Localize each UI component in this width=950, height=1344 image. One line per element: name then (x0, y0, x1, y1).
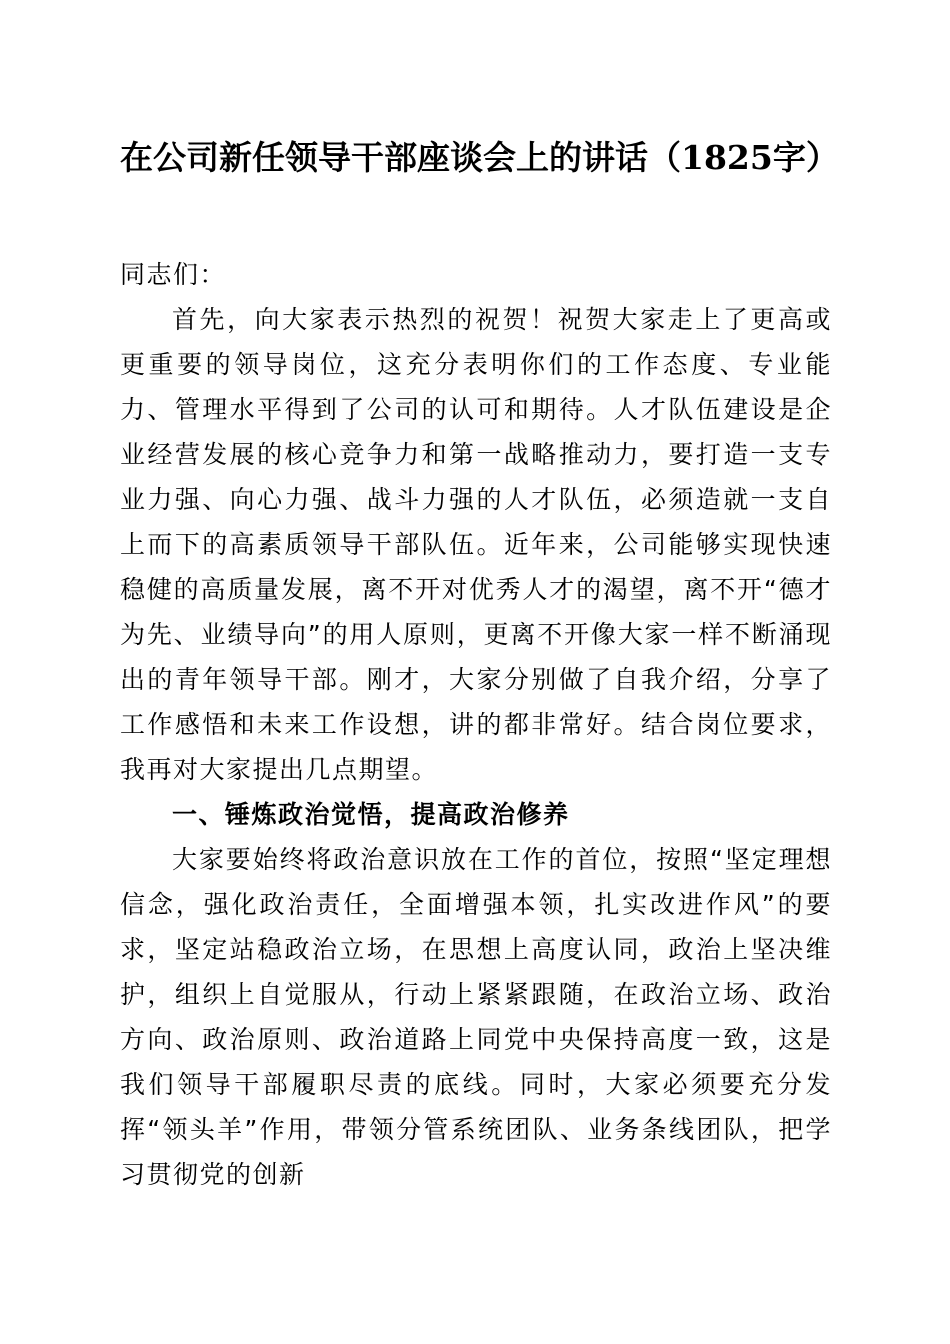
paragraph-section-1: 大家要始终将政治意识放在工作的首位，按照“坚定理想信念，强化政治责任，全面增强本领，扎实改进作风”的要求，坚定站稳政治立场，在思想上高度认同，政治上坚决维护，组织上自觉服从，行动上紧紧跟随，在政治立场、政治方向、政治原则、政治道路上同党中央保持高度一致，这是我们领导干部履职尽责的底线。同时，大家必须要充分发挥“领头羊”作用，带领分管系统团队、业务条线团队，把学习贯彻党的创新 (120, 845, 832, 1189)
document-title: 在公司新任领导干部座谈会上的讲话（1825字） (120, 138, 839, 177)
paragraph-intro: 首先，向大家表示热烈的祝贺！祝贺大家走上了更高或更重要的领导岗位，这充分表明你们的工作态度、专业能力、管理水平得到了公司的认可和期待。人才队伍建设是企业经营发展的核心竞争力和第一战略推动力，要打造一支专业力强、向心力强、战斗力强的人才队伍，必须造就一支自上而下的高素质领导干部队伍。近年来，公司能够实现快速稳健的高质量发展，离不开对优秀人才的渴望，离不开“德才为先、业绩导向”的用人原则，更离不开像大家一样不断涌现出的青年领导干部。刚才，大家分别做了自我介绍，分享了工作感悟和未来工作设想，讲的都非常好。结合岗位要求，我再对大家提出几点期望。 (120, 305, 832, 784)
section-heading-1: 一、锤炼政治觉悟，提高政治修养 (172, 800, 570, 829)
greeting: 同志们： (120, 260, 227, 289)
document-body (120, 252, 832, 1197)
